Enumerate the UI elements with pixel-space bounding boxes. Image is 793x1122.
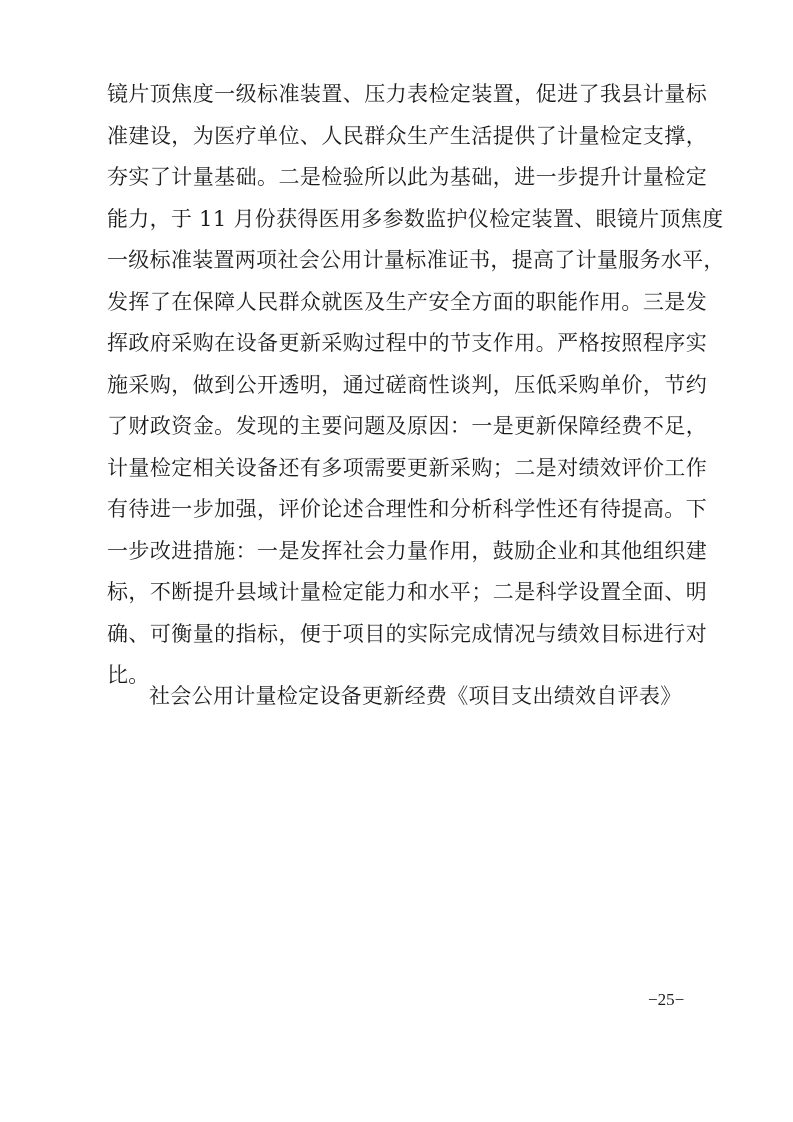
text-line: 夯实了计量基础。二是检验所以此为基础，进一步提升计量检定	[107, 165, 707, 189]
text-line: 标，不断提升县域计量检定能力和水平；二是科学设置全面、明	[107, 580, 707, 604]
page-number: −25−	[648, 990, 685, 1009]
attachment-title: 社会公用计量检定设备更新经费《项目支出绩效自评表》	[149, 684, 682, 708]
body-paragraph	[107, 74, 725, 697]
text-line: 发挥了在保障人民群众就医及生产安全方面的职能作用。三是发	[107, 289, 707, 314]
text-line: 比。	[107, 663, 150, 687]
text-line: 施采购，做到公开透明，通过磋商性谈判，压低采购单价，节约	[107, 372, 707, 397]
text-line: 镜片顶焦度一级标准装置、压力表检定装置，促进了我县计量标	[107, 82, 707, 106]
text-line: 有待进一步加强，评价论述合理性和分析科学性还有待提高。下	[107, 497, 707, 521]
text-line: 一步改进措施：一是发挥社会力量作用，鼓励企业和其他组织建	[107, 538, 707, 563]
text-line: 准建设，为医疗单位、人民群众生产生活提供了计量检定支撑，	[107, 123, 707, 148]
text-line: 了财政资金。发现的主要问题及原因：一是更新保障经费不足，	[107, 414, 707, 438]
text-line: 挥政府采购在设备更新采购过程中的节支作用。严格按照程序实	[107, 331, 707, 355]
text-line: 一级标准装置两项社会公用计量标准证书，提高了计量服务水平，	[107, 248, 725, 272]
text-line: 计量检定相关设备还有多项需要更新采购；二是对绩效评价工作	[107, 455, 707, 480]
text-line: 确、可衡量的指标，便于项目的实际完成情况与绩效目标进行对	[107, 621, 707, 646]
text-line: 能力，于 11 月份获得医用多参数监护仪检定装置、眼镜片顶焦度	[107, 206, 724, 231]
